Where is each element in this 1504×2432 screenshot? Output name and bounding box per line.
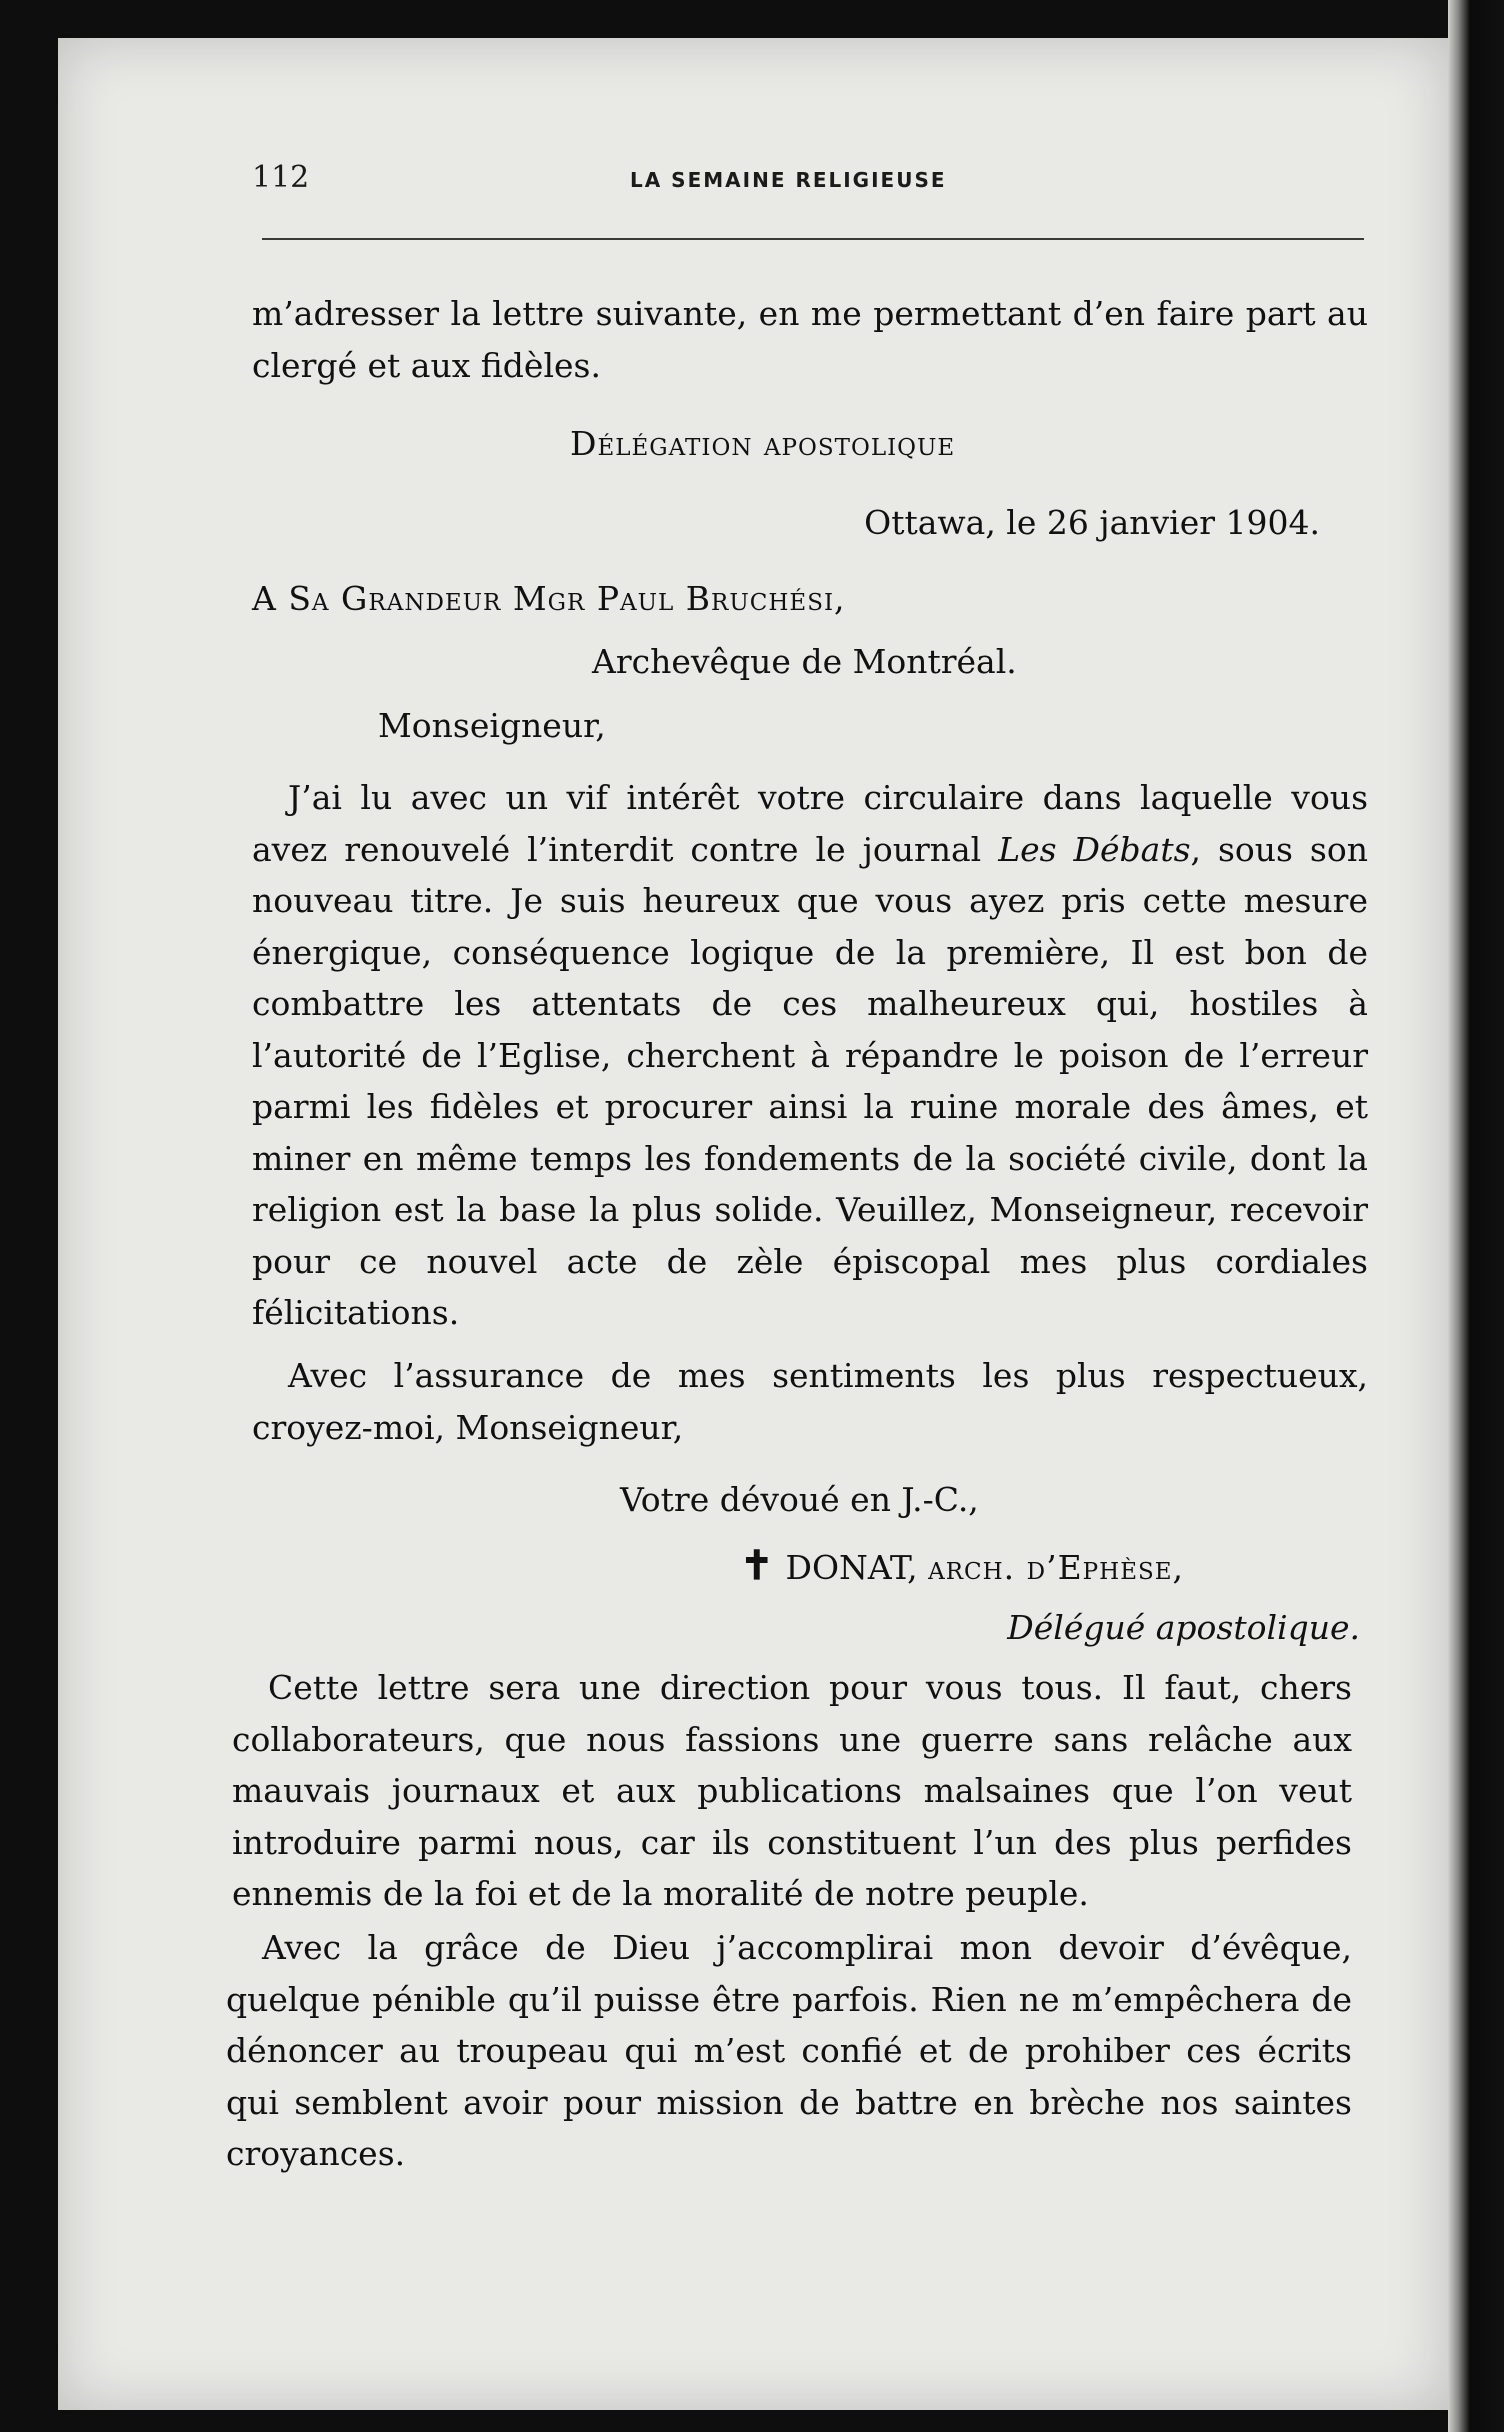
- letter-body-part2: , sous son nouveau titre. Je suis heureux que vous ayez pris cette mesure énergique, conséquence logique de la première, Il est bon de combattre les attentats de ces malheureux qui, hostiles à l’autorité de l’Eglise, cherchent à répandre le poison de l’erreur parmi les fidèles et procurer ainsi la ruine morale des âmes, et miner en même temps les fondements de la société civile, dont la religion est la base la plus solide. Veuillez, Monseigneur, recevoir pour ce nouvel acte de zèle épiscopal mes plus cordiales félicitations.: [252, 829, 1368, 1332]
- letter-salutation: Monseigneur,: [378, 706, 606, 745]
- paragraph-2: Avec la grâce de Dieu j’accomplirai mon devoir d’évêque, quelque pénible qu’il puisse être parfois. Rien ne m’empêchera de dénoncer au troupeau qui m’est confié et de prohiber ces écrits qui semblent avoir pour mission de battre en brèche nos saintes croyances.: [226, 1928, 1352, 2173]
- header-rule: [262, 238, 1364, 240]
- letter-body-part1: J’ai lu avec un vif intérêt votre circulaire dans laquelle vous avez renouvelé l’interdit contre le journal: [252, 778, 1368, 869]
- page-number: 112: [252, 160, 310, 195]
- journal-title: Les Débats: [998, 829, 1191, 869]
- letter-addressee: [252, 573, 1152, 625]
- page-header: [252, 160, 1372, 200]
- letter-place-date: Ottawa, le 26 janvier 1904.: [864, 503, 1320, 542]
- addressee-line: A Sa Grandeur Mgr Paul Bruchési,: [252, 579, 846, 618]
- page-edge: [1448, 0, 1504, 2432]
- letter-heading: Délégation apostolique: [570, 424, 956, 463]
- addressee-title: Archevêque de Montréal.: [592, 642, 1017, 681]
- letter-signature: [740, 1540, 1360, 1594]
- intro-text: m’adresser la lettre suivante, en me permettant d’en faire part au clergé et aux fidèles.: [252, 294, 1368, 385]
- letter-body: [252, 772, 1368, 1339]
- running-head: LA SEMAINE RELIGIEUSE: [630, 168, 947, 192]
- signature-title: arch. d’Ephèse,: [928, 1548, 1185, 1587]
- cross-icon: ✝: [740, 1542, 774, 1589]
- signature-role: Délégué apostolique.: [1007, 1608, 1360, 1647]
- letter-valediction: Votre dévoué en J.-C.,: [620, 1480, 979, 1519]
- signature-name: DONAT,: [785, 1548, 918, 1587]
- letter-closing: Avec l’assurance de mes sentiments les plus respectueux, croyez-moi, Monseigneur,: [252, 1356, 1368, 1447]
- paragraph-1: Cette lettre sera une direction pour vous tous. Il faut, chers collaborateurs, que nous fassions une guerre sans relâche aux mauvais journaux et aux publications malsaines que l’on veut introduire parmi nous, car ils constituent l’un des plus perfides ennemis de la foi et de la moralité de notre peuple.: [232, 1668, 1352, 1913]
